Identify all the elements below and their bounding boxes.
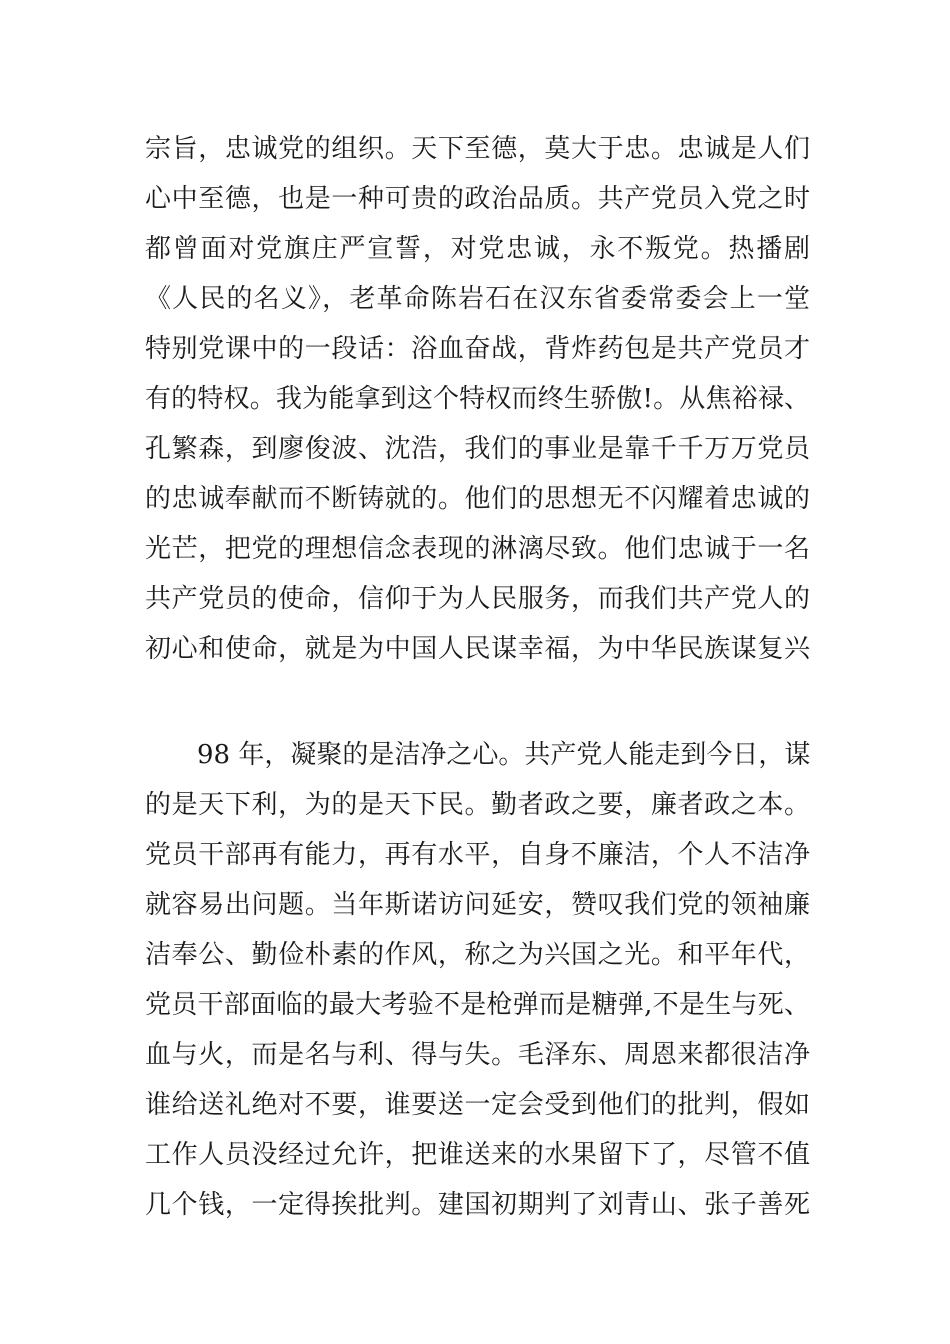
text-line: 党员干部面临的最大考验不是枪弹而是糖弹,不是生与死、 [145,990,810,1020]
text-line: 共产党员的使命，信仰于为人民服务，而我们共产党人的 [145,584,810,614]
text-line: 有的特权。我为能拿到这个特权而终生骄傲!。从焦裕禄、 [145,384,810,414]
text-line: 初心和使命，就是为中国人民谋幸福，为中华民族谋复兴 [145,634,810,664]
text-line: 就容易出问题。当年斯诺访问延安，赞叹我们党的领袖廉 [145,890,810,920]
text-line: 《人民的名义》，老革命陈岩石在汉东省委常委会上一堂 [145,284,810,314]
text-line: 光芒，把党的理想信念表现的淋漓尽致。他们忠诚于一名 [145,534,810,564]
text-line: 的忠诚奉献而不断铸就的。他们的思想无不闪耀着忠诚的 [145,484,810,514]
text-line: 98 年，凝聚的是洁净之心。共产党人能走到今日，谋 [197,740,811,770]
text-line: 孔繁森，到廖俊波、沈浩，我们的事业是靠千千万万党员 [145,434,810,464]
text-line: 血与火，而是名与利、得与失。毛泽东、周恩来都很洁净 [145,1040,810,1070]
text-line: 都曾面对党旗庄严宣誓，对党忠诚，永不叛党。热播剧 [145,234,810,264]
text-line: 工作人员没经过允许，把谁送来的水果留下了，尽管不值 [145,1140,810,1170]
text-line: 几个钱，一定得挨批判。建国初期判了刘青山、张子善死 [145,1190,810,1220]
text-line: 洁奉公、勤俭朴素的作风，称之为兴国之光。和平年代， [145,940,810,970]
text-line: 的是天下利，为的是天下民。勤者政之要，廉者政之本。 [145,790,810,820]
text-line: 特别党课中的一段话：浴血奋战，背炸药包是共产党员才 [145,334,810,364]
text-line: 心中至德，也是一种可贵的政治品质。共产党员入党之时 [145,184,810,214]
text-line: 党员干部再有能力，再有水平，自身不廉洁，个人不洁净 [145,840,810,870]
text-line: 宗旨，忠诚党的组织。天下至德，莫大于忠。忠诚是人们 [145,134,810,164]
text-line: 谁给送礼绝对不要，谁要送一定会受到他们的批判，假如 [145,1090,810,1120]
